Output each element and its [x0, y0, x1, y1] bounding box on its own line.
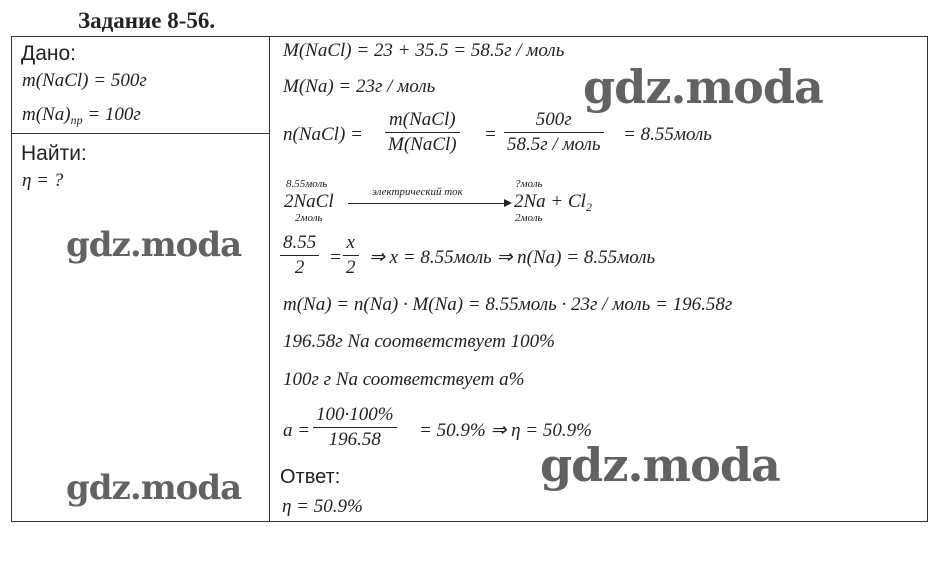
reaction-below-left: 2моль	[295, 212, 323, 224]
moles-nacl-rhs: = 8.55моль	[623, 124, 712, 145]
watermark-logo: gdz.moda	[66, 225, 242, 265]
reaction-above-right: ?моль	[515, 178, 543, 190]
given-mass-na-rest: = 100г	[82, 104, 141, 125]
yield-lhs: a =	[283, 420, 311, 441]
given-mass-na-sub: пр	[70, 113, 83, 127]
fraction-numerator: x	[346, 232, 355, 253]
find-label: Найти:	[21, 142, 87, 165]
reaction-right-sub: 2	[585, 200, 592, 214]
fraction-bar	[385, 132, 460, 133]
yield-rhs: = 50.9% ⇒ η = 50.9%	[419, 420, 592, 441]
moles-nacl-fraction-1	[385, 110, 460, 155]
fraction-denominator: 196.58	[328, 428, 381, 450]
mass-na-calc: m(Na) = n(Na) · M(Na) = 8.55моль · 23г / моль = 196.58г	[283, 294, 733, 315]
fraction-bar	[504, 132, 604, 133]
fraction-denominator: M(NaCl)	[388, 133, 457, 155]
find-eta: η = ?	[22, 170, 64, 191]
fraction-denominator: 2	[346, 256, 356, 278]
fraction-bar	[313, 427, 397, 428]
moles-nacl-lhs: n(NaCl) =	[283, 124, 363, 145]
fraction-bar	[280, 255, 319, 256]
given-label: Дано:	[21, 42, 77, 65]
column-divider	[269, 37, 270, 521]
watermark-logo: gdz.moda	[540, 438, 780, 492]
answer-label: Ответ:	[280, 466, 341, 488]
fraction-denominator: 2	[294, 256, 305, 278]
reaction-arrow	[348, 203, 510, 204]
fraction-numerator: m(NaCl)	[389, 109, 456, 130]
proportion-line-2: 100г г Na соответствует a%	[283, 369, 525, 390]
fraction-numerator: 100·100%	[316, 404, 394, 425]
fraction-numerator: 8.55	[283, 232, 317, 253]
molar-mass-na: M(Na) = 23г / моль	[283, 76, 436, 97]
proportion-fraction-2	[343, 233, 359, 278]
proportion-rhs: ⇒ x = 8.55моль ⇒ n(Na) = 8.55моль	[369, 247, 656, 268]
given-mass-nacl: m(NaCl) = 500г	[22, 70, 147, 91]
moles-nacl-eq: =	[484, 124, 497, 145]
row-divider	[12, 133, 269, 134]
given-mass-na-main: m(Na)	[22, 104, 71, 125]
reaction-right-main: 2Na + Cl	[514, 191, 586, 212]
watermark-logo: gdz.moda	[583, 60, 823, 114]
reaction-above-left: 8.55моль	[286, 178, 328, 190]
reaction-arrow-label: электрический ток	[372, 186, 463, 198]
answer-value: η = 50.9%	[282, 496, 363, 517]
reaction-below-right: 2моль	[515, 212, 543, 224]
reaction-left: 2NaCl	[284, 191, 334, 212]
proportion-eq: =	[329, 247, 342, 268]
fraction-denominator: 58.5г / моль	[507, 133, 601, 155]
watermark-logo: gdz.moda	[66, 468, 242, 508]
moles-nacl-fraction-2	[504, 110, 604, 155]
molar-mass-nacl: M(NaCl) = 23 + 35.5 = 58.5г / моль	[283, 40, 565, 61]
proportion-fraction-1	[280, 233, 319, 278]
reaction-right	[514, 192, 592, 213]
fraction-bar	[343, 255, 359, 256]
fraction-numerator: 500г	[535, 109, 572, 130]
given-mass-na	[22, 105, 141, 126]
task-title: Задание 8-56.	[78, 8, 216, 33]
yield-fraction	[313, 405, 397, 450]
proportion-line-1: 196.58г Na соответствует 100%	[283, 331, 555, 352]
